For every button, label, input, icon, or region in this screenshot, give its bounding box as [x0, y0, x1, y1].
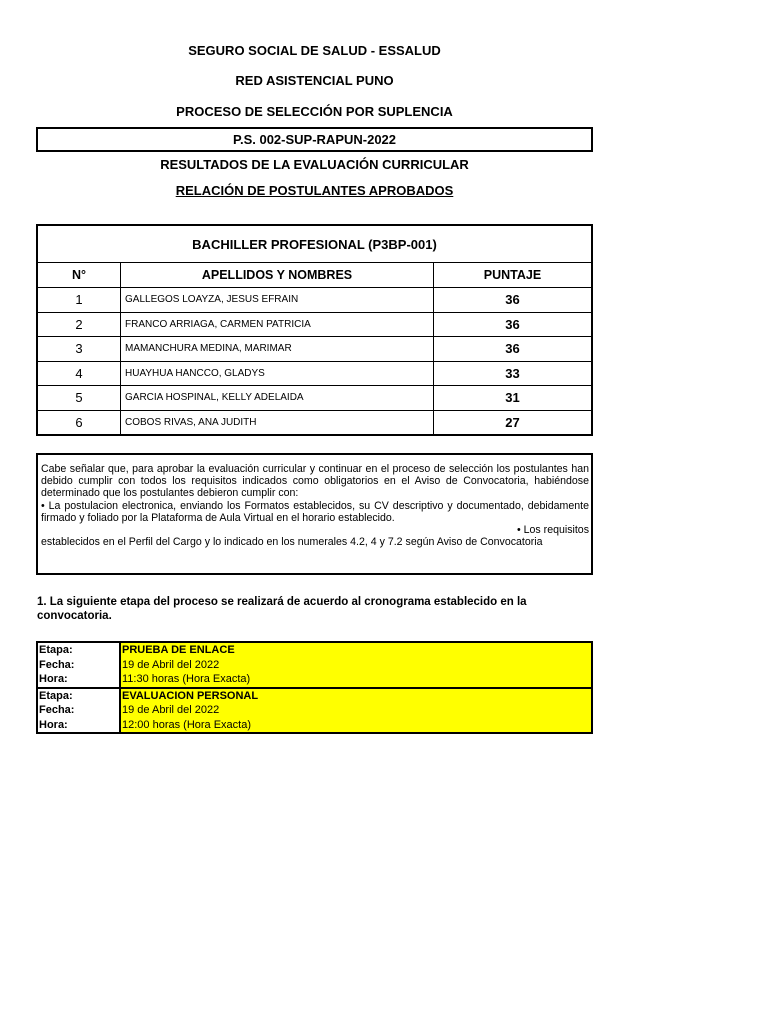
time-value: 11:30 horas (Hora Exacta)	[120, 672, 592, 688]
stage-label: Etapa:	[37, 642, 120, 658]
row-name: HUAYHUA HANCCO, GLADYS	[121, 361, 434, 386]
note-bullet-requirements-text: establecidos en el Perfil del Cargo y lo indicado en los numerales 4.2, 4 y 7.2 según Aviso de Convocatoria	[41, 536, 543, 549]
note-bullet-requirements: • Los requisitos	[516, 524, 589, 537]
process-code: P.S. 002-SUP-RAPUN-2022	[36, 127, 593, 152]
schedule-row	[37, 642, 592, 658]
schedule-table	[36, 641, 593, 734]
requirements-note	[36, 453, 593, 575]
row-name: GARCIA HOSPINAL, KELLY ADELAIDA	[121, 386, 434, 411]
schedule-row	[37, 672, 592, 688]
results-table	[36, 224, 593, 436]
results-title: RESULTADOS DE LA EVALUACIÓN CURRICULAR	[160, 157, 469, 172]
stage-label: Etapa:	[37, 688, 120, 704]
table-row	[37, 361, 592, 386]
date-value: 19 de Abril del 2022	[120, 703, 592, 718]
table-row	[37, 337, 592, 362]
approved-title-text: RELACIÓN DE POSTULANTES APROBADOS	[175, 183, 454, 198]
time-label: Hora:	[37, 718, 120, 734]
org-title: SEGURO SOCIAL DE SALUD - ESSALUD	[188, 43, 441, 58]
date-label: Fecha:	[37, 658, 120, 673]
row-score: 27	[434, 410, 593, 435]
row-number: 5	[37, 386, 121, 411]
column-header-number: N°	[37, 263, 121, 288]
table-row	[37, 386, 592, 411]
next-stage-intro: 1. La siguiente etapa del proceso se realizará de acuerdo al cronograma establecido en la convocatoria.	[37, 596, 527, 622]
table-row	[37, 312, 592, 337]
table-row	[37, 288, 592, 313]
approved-title	[36, 183, 593, 199]
column-header-score: PUNTAJE	[434, 263, 593, 288]
row-number: 2	[37, 312, 121, 337]
schedule-row	[37, 718, 592, 734]
row-score: 31	[434, 386, 593, 411]
row-number: 6	[37, 410, 121, 435]
row-score: 36	[434, 337, 593, 362]
column-header-name: APELLIDOS Y NOMBRES	[121, 263, 434, 288]
row-number: 3	[37, 337, 121, 362]
row-score: 36	[434, 312, 593, 337]
network-title: RED ASISTENCIAL PUNO	[235, 73, 394, 88]
category-header: BACHILLER PROFESIONAL (P3BP-001)	[37, 225, 592, 263]
note-paragraph: Cabe señalar que, para aprobar la evaluación curricular y continuar en el proceso de selección los postulantes han debido cumplir con todos los requisitos indicados como obligatorios en el Aviso de Convocatoria, habiéndose determinado que los postulantes debieron cumplir con:	[41, 463, 589, 500]
stage-value: EVALUACION PERSONAL	[120, 688, 592, 704]
schedule-row	[37, 658, 592, 673]
time-label: Hora:	[37, 672, 120, 688]
date-value: 19 de Abril del 2022	[120, 658, 592, 673]
row-name: FRANCO ARRIAGA, CARMEN PATRICIA	[121, 312, 434, 337]
process-title: PROCESO DE SELECCIÓN POR SUPLENCIA	[176, 104, 453, 119]
row-score: 36	[434, 288, 593, 313]
row-score: 33	[434, 361, 593, 386]
row-name: GALLEGOS LOAYZA, JESUS EFRAIN	[121, 288, 434, 313]
date-label: Fecha:	[37, 703, 120, 718]
note-bullet-electronic: • La postulacion electronica, enviando los Formatos establecidos, su CV descriptivo y documentado, debidamente firmado y foliado por la Plataforma de Aula Virtual en el horario establecido.	[41, 499, 589, 524]
schedule-row	[37, 688, 592, 704]
row-number: 4	[37, 361, 121, 386]
table-row	[37, 410, 592, 435]
stage-value: PRUEBA DE ENLACE	[120, 642, 592, 658]
row-name: COBOS RIVAS, ANA JUDITH	[121, 410, 434, 435]
row-number: 1	[37, 288, 121, 313]
time-value: 12:00 horas (Hora Exacta)	[120, 718, 592, 734]
row-name: MAMANCHURA MEDINA, MARIMAR	[121, 337, 434, 362]
schedule-row	[37, 703, 592, 718]
